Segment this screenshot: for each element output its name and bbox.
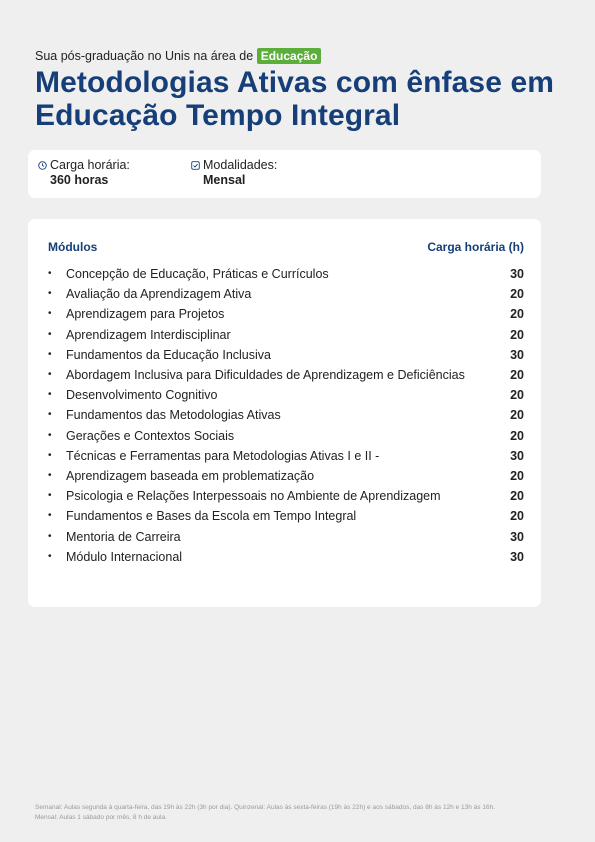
bullet-icon: • xyxy=(48,308,52,320)
bullet-icon: • xyxy=(48,328,52,340)
module-hours: 20 xyxy=(510,489,524,504)
module-name: Fundamentos da Educação Inclusiva xyxy=(66,347,271,362)
module-name: Gerações e Contextos Sociais xyxy=(66,428,235,443)
info-card xyxy=(28,150,541,198)
module-name: Fundamentos e Bases da Escola em Tempo Integral xyxy=(66,509,357,524)
module-row xyxy=(46,304,524,324)
module-row xyxy=(46,547,524,567)
module-hours: 20 xyxy=(510,368,524,383)
module-row xyxy=(46,365,524,385)
module-row xyxy=(46,466,524,486)
module-hours: 20 xyxy=(510,287,524,302)
module-row xyxy=(46,385,524,405)
module-name: Psicologia e Relações Interpessoais no Ambiente de Aprendizagem xyxy=(66,489,441,504)
module-row xyxy=(46,284,524,304)
intro-text: Sua pós-graduação no Unis na área de xyxy=(35,49,254,63)
bullet-icon: • xyxy=(48,530,52,542)
bullet-icon: • xyxy=(48,449,52,461)
bullet-icon: • xyxy=(48,429,52,441)
hours-header: Carga horária (h) xyxy=(427,240,524,254)
bullet-icon: • xyxy=(48,369,52,381)
module-row xyxy=(46,405,524,425)
module-name: Desenvolvimento Cognitivo xyxy=(66,388,218,403)
bullet-icon: • xyxy=(48,389,52,401)
module-hours: 30 xyxy=(510,549,524,564)
bullet-icon: • xyxy=(48,490,52,502)
module-row xyxy=(46,264,524,284)
module-hours: 20 xyxy=(510,307,524,322)
module-hours: 20 xyxy=(510,509,524,524)
footer-line-1: Semanal: Aulas segunda à quarta-feira, das 19h às 22h (3h por dia). Quinzenal: Aulas às sexta-feiras (19h às 22h) e aos sábados, das 8h às 12h e 13h às 16h. xyxy=(35,804,495,811)
module-hours: 20 xyxy=(510,388,524,403)
module-row xyxy=(46,527,524,547)
module-name: Mentoria de Carreira xyxy=(66,529,181,544)
page-title: Metodologias Ativas com ênfase em Educação Tempo Integral xyxy=(35,66,554,132)
module-name: Concepção de Educação, Práticas e Currículos xyxy=(66,267,329,281)
module-name: Aprendizagem para Projetos xyxy=(66,307,225,322)
bullet-icon: • xyxy=(48,550,52,562)
module-name: Avaliação da Aprendizagem Ativa xyxy=(66,287,252,302)
hours-info xyxy=(38,158,130,188)
mode-info xyxy=(191,158,277,188)
module-hours: 20 xyxy=(510,327,524,342)
module-row xyxy=(46,325,524,345)
bullet-icon: • xyxy=(48,409,52,421)
bullet-icon: • xyxy=(48,348,52,360)
footer-line-2: Mensal: Aulas 1 sábado por mês, 8 h de aula. xyxy=(35,813,167,821)
hours-label: Carga horária: xyxy=(50,158,130,172)
module-hours: 20 xyxy=(510,408,524,423)
module-name: Aprendizagem baseada em problematização xyxy=(66,469,315,484)
clock-icon xyxy=(38,161,47,170)
module-name: Abordagem Inclusiva para Dificuldades de Aprendizagem e Deficiências xyxy=(66,368,465,383)
modules-card xyxy=(28,219,541,607)
module-hours: 20 xyxy=(510,469,524,484)
module-hours: 30 xyxy=(510,448,524,463)
module-hours: 30 xyxy=(510,347,524,362)
modules-header: Módulos xyxy=(48,240,98,254)
module-name: Módulo Internacional xyxy=(66,549,183,564)
bullet-icon: • xyxy=(48,288,52,300)
module-name: Aprendizagem Interdisciplinar xyxy=(66,327,231,342)
module-row xyxy=(46,345,524,365)
modules-list xyxy=(46,264,524,567)
module-name: Fundamentos das Metodologias Ativas xyxy=(66,408,281,423)
module-row xyxy=(46,486,524,506)
module-row xyxy=(46,446,524,466)
mode-label: Modalidades: xyxy=(203,158,278,172)
bullet-icon: • xyxy=(48,268,52,279)
bullet-icon: • xyxy=(48,510,52,522)
hours-value: 360 horas xyxy=(50,173,109,187)
checkbox-icon xyxy=(191,161,200,170)
module-name: Técnicas e Ferramentas para Metodologias Ativas I e II - xyxy=(66,448,380,463)
module-hours: 30 xyxy=(510,529,524,544)
footer-note xyxy=(35,803,535,822)
module-row xyxy=(46,426,524,446)
area-badge: Educação xyxy=(257,48,322,64)
module-row xyxy=(46,506,524,526)
bullet-icon: • xyxy=(48,470,52,482)
intro-line xyxy=(35,48,321,64)
module-hours: 30 xyxy=(510,267,524,281)
module-hours: 20 xyxy=(510,428,524,443)
mode-value: Mensal xyxy=(203,173,246,187)
